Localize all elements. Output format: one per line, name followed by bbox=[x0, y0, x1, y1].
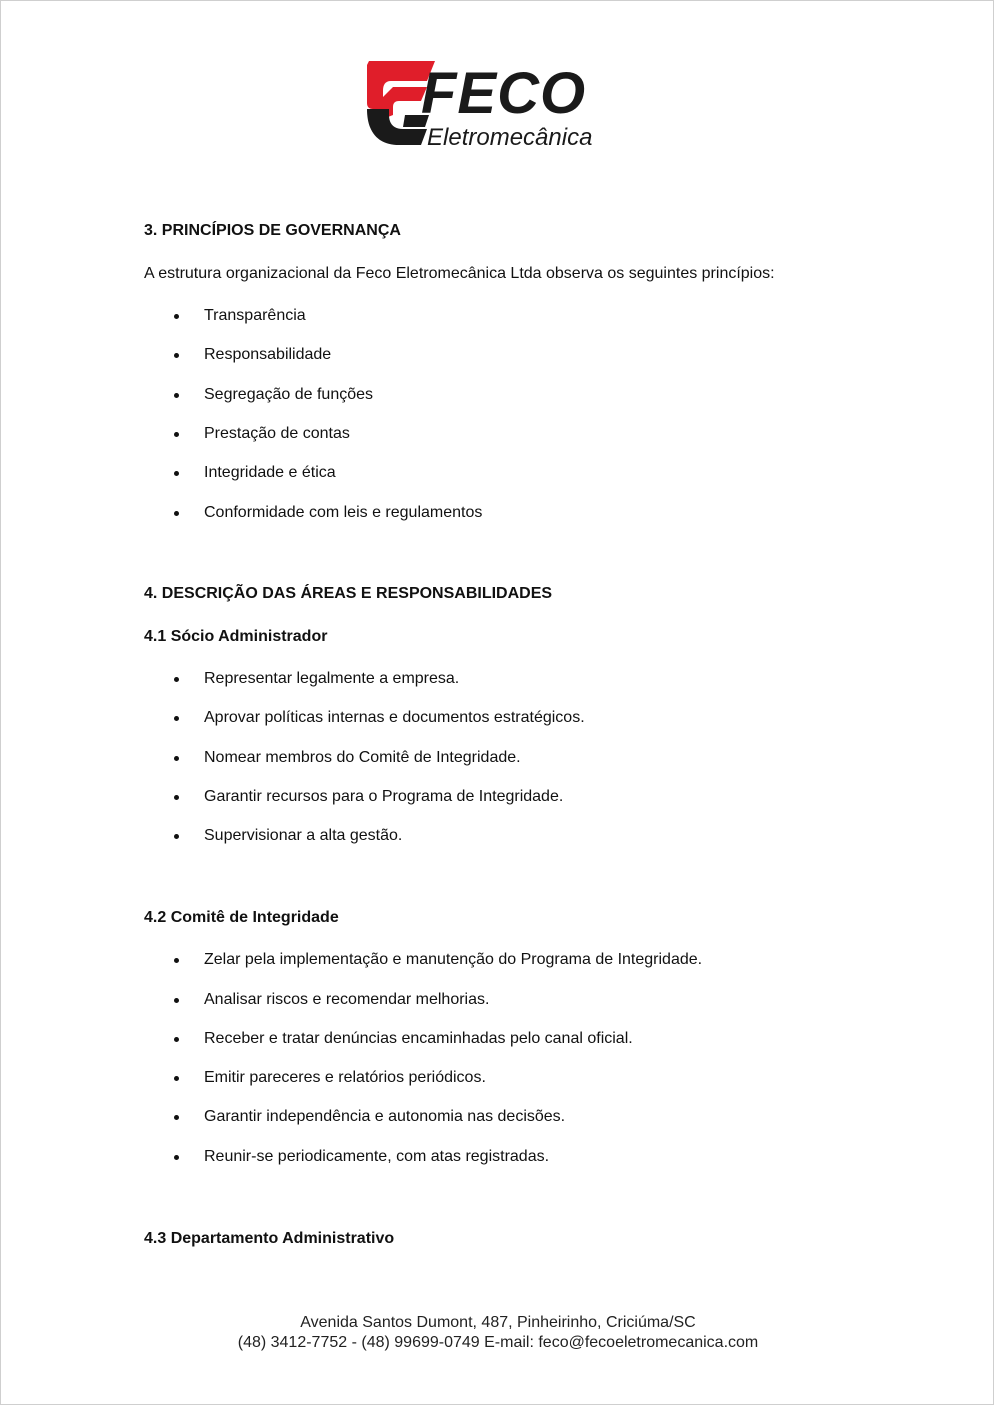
page-footer bbox=[1, 1313, 994, 1353]
list-item: Emitir pareceres e relatórios periódicos. bbox=[144, 1068, 702, 1088]
list-item: Nomear membros do Comitê de Integridade. bbox=[144, 748, 585, 768]
bullet-icon bbox=[174, 1037, 179, 1042]
bullet-icon bbox=[174, 958, 179, 963]
section4-title: 4. DESCRIÇÃO DAS ÁREAS E RESPONSABILIDADES bbox=[144, 585, 553, 602]
list-item: Representar legalmente a empresa. bbox=[144, 669, 585, 689]
list-item: Garantir recursos para o Programa de Integridade. bbox=[144, 787, 585, 807]
list-item: Analisar riscos e recomendar melhorias. bbox=[144, 990, 702, 1010]
logo-subtitle: Eletromecânica bbox=[427, 124, 593, 151]
list-item: Aprovar políticas internas e documentos estratégicos. bbox=[144, 708, 585, 728]
bullet-icon bbox=[174, 1076, 179, 1081]
list-item: Reunir-se periodicamente, com atas registradas. bbox=[144, 1147, 702, 1167]
logo-name: FECO bbox=[421, 61, 587, 126]
section3-intro: A estrutura organizacional da Feco Eletromecânica Ltda observa os seguintes princípios: bbox=[144, 265, 775, 282]
bullet-icon bbox=[174, 471, 179, 476]
bullet-icon bbox=[174, 314, 179, 319]
list-item: Prestação de contas bbox=[144, 424, 482, 444]
company-logo bbox=[363, 57, 633, 151]
bullet-icon bbox=[174, 393, 179, 398]
bullet-icon bbox=[174, 353, 179, 358]
section4-3-title: 4.3 Departamento Administrativo bbox=[144, 1230, 395, 1247]
bullet-icon bbox=[174, 716, 179, 721]
bullet-icon bbox=[174, 432, 179, 437]
list-item: Conformidade com leis e regulamentos bbox=[144, 503, 482, 523]
bullet-icon bbox=[174, 834, 179, 839]
section4-1-title: 4.1 Sócio Administrador bbox=[144, 628, 328, 645]
bullet-icon bbox=[174, 756, 179, 761]
list-item: Garantir independência e autonomia nas decisões. bbox=[144, 1107, 702, 1127]
bullet-icon bbox=[174, 795, 179, 800]
bullet-icon bbox=[174, 1115, 179, 1120]
list-item: Responsabilidade bbox=[144, 345, 482, 365]
bullet-icon bbox=[174, 677, 179, 682]
list-item: Integridade e ética bbox=[144, 463, 482, 483]
list-item: Transparência bbox=[144, 306, 482, 326]
bullet-icon bbox=[174, 998, 179, 1003]
bullet-icon bbox=[174, 1155, 179, 1160]
section4-2-title: 4.2 Comitê de Integridade bbox=[144, 909, 339, 926]
section4-2-list bbox=[144, 950, 702, 1167]
footer-contact: (48) 3412-7752 - (48) 99699-0749 E-mail: feco@fecoeletromecanica.com bbox=[237, 1334, 759, 1351]
list-item: Segregação de funções bbox=[144, 385, 482, 405]
section4-1-list bbox=[144, 669, 585, 846]
list-item: Zelar pela implementação e manutenção do Programa de Integridade. bbox=[144, 950, 702, 970]
footer-address: Avenida Santos Dumont, 487, Pinheirinho, Criciúma/SC bbox=[300, 1314, 696, 1331]
feco-logo-icon bbox=[363, 57, 633, 151]
section3-title: 3. PRINCÍPIOS DE GOVERNANÇA bbox=[144, 222, 401, 239]
list-item: Supervisionar a alta gestão. bbox=[144, 826, 585, 846]
section3-principles-list bbox=[144, 306, 482, 523]
list-item: Receber e tratar denúncias encaminhadas pelo canal oficial. bbox=[144, 1029, 702, 1049]
bullet-icon bbox=[174, 511, 179, 516]
